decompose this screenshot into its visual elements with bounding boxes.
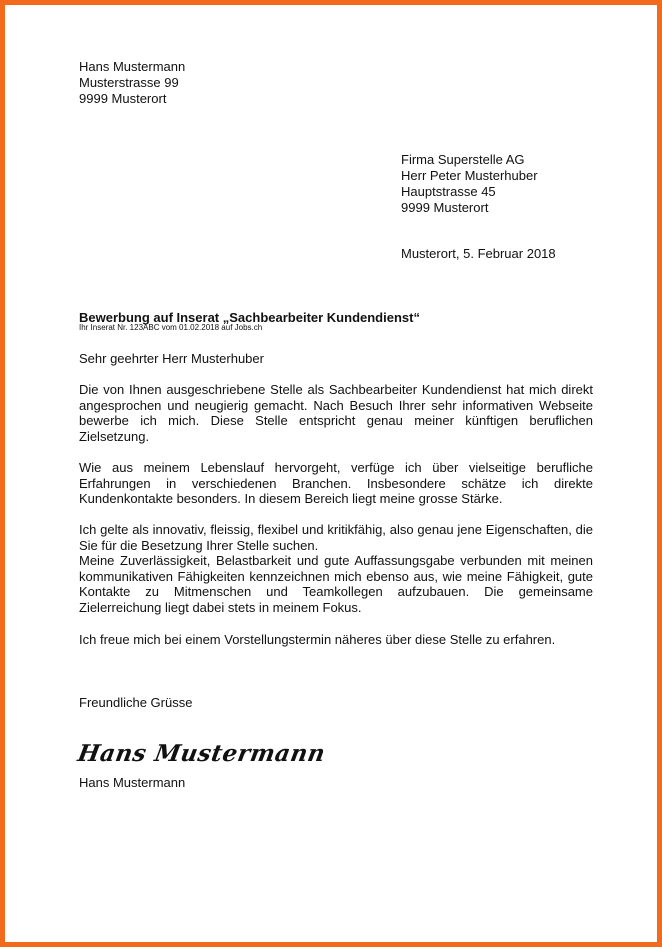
closing: Freundliche Grüsse [79, 695, 193, 710]
recipient-address [401, 152, 538, 216]
subject-reference: Ihr Inserat Nr. 123ABC vom 01.02.2018 auf Jobs.ch [79, 323, 263, 332]
date-line: Musterort, 5. Februar 2018 [401, 246, 556, 261]
body-paragraph: Ich gelte als innovativ, fleissig, flexibel und kritikfähig, also genau jene Eigenschaften, die Sie für die Besetzung Ihrer Stelle suchen. [79, 522, 593, 553]
recipient-street: Hauptstrasse 45 [401, 184, 496, 199]
body-paragraph: Die von Ihnen ausgeschriebene Stelle als Sachbearbeiter Kundendienst hat mich direkt angesprochen und neugierig gemacht. Nach Besuch Ihrer sehr informativen Webseite bewerbe ich mich. Diese Stelle entspricht genau meiner künftigen beruflichen Zielsetzung. [79, 382, 593, 444]
subject-title: Bewerbung auf Inserat „Sachbearbeiter Kundendienst“ [79, 310, 420, 325]
body-paragraph: Ich freue mich bei einem Vorstellungstermin näheres über diese Stelle zu erfahren. [79, 632, 556, 647]
sender-name: Hans Mustermann [79, 59, 186, 74]
body-paragraph: Meine Zuverlässigkeit, Belastbarkeit und gute Auffassungsgabe verbunden mit meinen kommunikativen Fähigkeiten kennzeichnen mich ebenso aus, wie meine Fähigkeit, gute Kontakte zu Mitmenschen und Teamkollegen aufzubauen. Die gemeinsame Zielerreichung liegt dabei stets in meinem Fokus. [79, 553, 593, 615]
salutation: Sehr geehrter Herr Musterhuber [79, 351, 264, 366]
recipient-company: Firma Superstelle AG [401, 152, 525, 167]
recipient-city: 9999 Musterort [401, 200, 489, 215]
signed-name: Hans Mustermann [79, 775, 186, 790]
sender-address [79, 59, 185, 107]
handwritten-signature: Hans Mustermann [75, 740, 328, 767]
recipient-contact: Herr Peter Musterhuber [401, 168, 538, 183]
body-paragraph: Wie aus meinem Lebenslauf hervorgeht, verfüge ich über vielseitige berufliche Erfahrungen in verschiedenen Branchen. Insbesondere schätze ich direkte Kundenkontakte besonders. In diesem Bereich liegt meine grosse Stärke. [79, 460, 593, 506]
sender-street: Musterstrasse 99 [79, 75, 179, 90]
sender-city: 9999 Musterort [79, 91, 167, 106]
